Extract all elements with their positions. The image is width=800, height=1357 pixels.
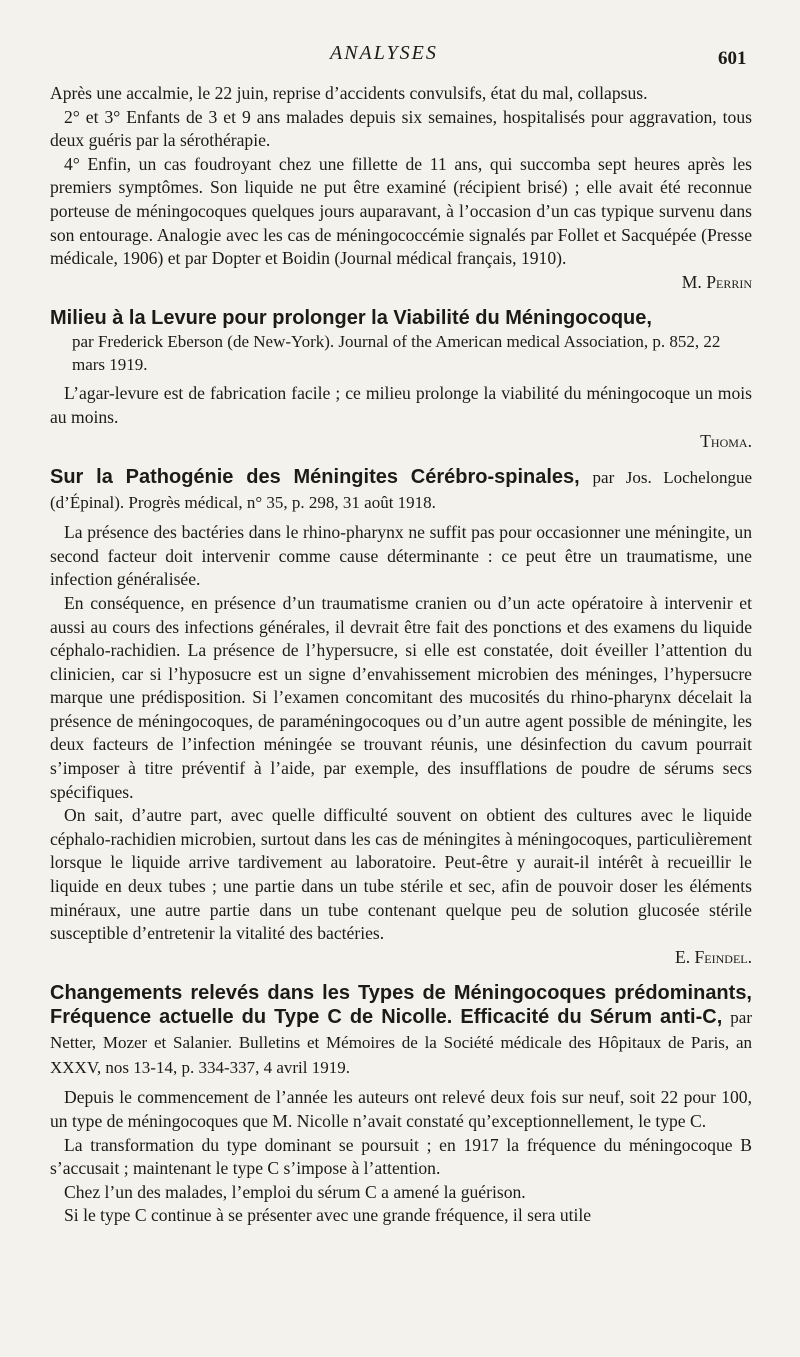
paragraph: En conséquence, en présence d’un traumatisme cranien ou d’un acte opératoire à intervenir et aussi au cours des infections générales, il devrait être fait des ponctions et des examens du liquide céphalo-rachidien. La présence de l’hypersucre, si elle est constatée, doit éveiller l’attention du clinicien, car si l’hyposucre est un signe d’envahissement microbien des méninges, l’hypersucre marque une prédisposition. Si l’examen concomitant des mucosités du rhino-pharynx décelait la présence de méningocoques, de paraméningocoques ou d’un autre agent possible de méningite, les deux facteurs de l’infection méningée se trouvant réunis, une désinfection du cavum pourrait s’imposer à titre préventif à l’aide, par exemple, des insufflations de poudre de sérums secs spécifiques. [50, 592, 752, 802]
paragraph: La présence des bactéries dans le rhino-pharynx ne suffit pas pour occasionner une méningite, un second facteur doit intervenir comme cause déterminante : ce peut être un traumatisme, une infection généralisée. [50, 522, 752, 590]
signature-block [50, 430, 752, 454]
paragraph: Si le type C continue à se présenter avec une grande fréquence, il sera utile [64, 1205, 592, 1226]
paragraph: La transformation du type dominant se poursuit ; en 1917 la fréquence du méningocoque B s’accusait ; maintenant le type C s’impose à l’attention. [50, 1134, 752, 1179]
article-reference: par Frederick Eberson (de New-York). Journal of the American medical Association, p. 852, 22 mars 1919. [72, 332, 721, 375]
paragraph: 4° Enfin, un cas foudroyant chez une fillette de 11 ans, qui succomba sept heures après les premiers symptômes. Son liquide ne put être examiné (récipient brisé) ; elle avait été reconnue porteuse de méningocoques quelques jours auparavant, à l’occasion d’un cas typique survenu dans son entourage. Analogie avec les cas de méningococcémie signalés par Follet et Sacquépée (Presse médicale, 1906) et par Dopter et Boidin (Journal médical français, 1910). [50, 153, 752, 269]
signature: M. Perrin [681, 271, 752, 292]
article-reference: par Netter, Mozer et Salanier. Bulletins et Mémoires de la Société médicale des Hôpitaux de Paris, an XXXV, nos 13-14, p. 334-337, 4 avril 1919. [50, 1008, 752, 1078]
paragraph: On sait, d’autre part, avec quelle difficulté souvent on obtient des cultures avec le liquide céphalo-rachidien microbien, surtout dans les cas de méningites à méningocoques, particulièrement lorsque le liquide arrive tardivement au laboratoire. Peut-être y aurait-il intérêt à recueillir le liquide en deux tubes ; une partie dans un tube stérile et sec, afin de pouvoir doser les éléments minéraux, une autre partie dans un tube contenant quelque peu de solution glucosée stérile susceptible d’entretenir la vitalité des bactéries. [50, 805, 752, 944]
paragraph: L’agar-levure est de fabrication facile ; ce milieu prolonge la viabilité du méningocoque un mois au moins. [50, 383, 752, 427]
article-title-text: Milieu à la Levure pour prolonger la Viabilité du Méningocoque, [50, 307, 652, 330]
paragraph: Chez l’un des malades, l’emploi du sérum C a amené la guérison. [64, 1181, 526, 1202]
article-title [50, 981, 752, 1080]
article-title [50, 465, 752, 515]
page-content [50, 82, 752, 1228]
signature-block [50, 271, 752, 295]
paragraph: Après une accalmie, le 22 juin, reprise d’accidents convulsifs, état du mal, collapsus. [50, 83, 648, 103]
signature: E. Feindel. [674, 946, 752, 967]
paragraph: Depuis le commencement de l’année les auteurs ont relevé deux fois sur neuf, soit 22 pour 100, un type de méningocoques que M. Nicolle n’avait constaté qu’exceptionnellement, le type C. [50, 1087, 752, 1131]
signature-block [50, 946, 752, 970]
article-title [50, 306, 752, 376]
running-title: ANALYSES [330, 42, 438, 64]
article-reference: par Jos. Lochelongue (d’Épinal). Progrès médical, n° 35, p. 298, 31 août 1918. [50, 468, 752, 513]
page-number: 601 [718, 48, 747, 69]
article-title-text: Sur la Pathogénie des Méningites Cérébro-spinales, [50, 466, 580, 489]
running-head [0, 40, 800, 74]
signature: Thoma. [700, 430, 752, 451]
article-title-text: Changements relevés dans les Types de Méningocoques prédominants, Fréquence actuelle du Type C de Nicolle. Efficacité du Sérum anti-C, [50, 982, 752, 1029]
paragraph: 2° et 3° Enfants de 3 et 9 ans malades depuis six semaines, hospitalisés pour aggravation, tous deux guéris par la sérothérapie. [50, 106, 752, 151]
